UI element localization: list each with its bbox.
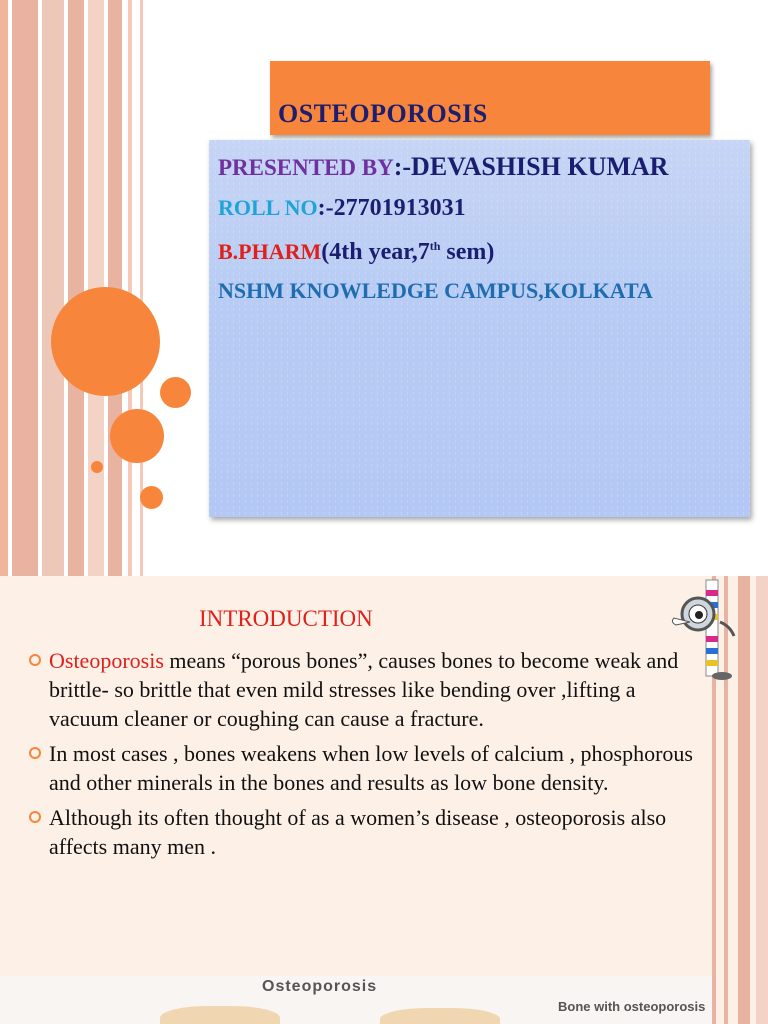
list-item (28, 803, 708, 861)
figure-label: Bone with osteoporosis (558, 999, 706, 1014)
program-detail-suffix: sem) (440, 239, 495, 265)
bullet-ring-icon (29, 811, 41, 823)
bullet-list (28, 646, 708, 867)
decor-circle (140, 486, 163, 509)
decor-circle (91, 461, 103, 473)
roll-label: ROLL NO (218, 195, 318, 220)
bone-illustration (380, 1008, 500, 1024)
list-item (28, 646, 708, 733)
program-detail-prefix: (4th year,7 (321, 239, 430, 265)
list-item (28, 739, 708, 797)
program-label: B.PHARM (218, 239, 322, 264)
decor-circle (160, 377, 191, 408)
campus-line: NSHM KNOWLEDGE CAMPUS,KOLKATA (218, 278, 653, 303)
presenter-name: :-DEVASHISH KUMAR (393, 152, 669, 181)
osteoporosis-figure (0, 976, 712, 1024)
slide-title: OSTEOPOROSIS (278, 99, 488, 128)
decor-stripe (68, 0, 84, 576)
bone-illustration (160, 1006, 280, 1024)
decor-stripe (0, 0, 8, 576)
program-detail-sup: th (429, 239, 441, 253)
bullet-ring-icon (29, 654, 41, 666)
bullet-text: Although its often thought of as a women’s disease , osteoporosis also affects many men . (49, 805, 667, 859)
introduction-slide (0, 576, 768, 1024)
highlight-term: Osteoporosis (49, 648, 164, 673)
decor-circle-large (51, 287, 160, 396)
bullet-ring-icon (29, 747, 41, 759)
decor-stripe (42, 0, 64, 576)
decor-circle (110, 409, 164, 463)
section-heading: INTRODUCTION (199, 606, 373, 631)
program-line (218, 239, 494, 266)
bullet-text: In most cases , bones weakens when low levels of calcium , phosphorous and other minerals in the bones and results as low bone density. (49, 741, 693, 795)
decor-stripe (128, 0, 132, 576)
presenter-line (218, 152, 668, 182)
bullet-text: means “porous bones”, causes bones to become weak and brittle- so brittle that even mild stresses like bending over ,lifting a vacuum cleaner or coughing can cause a fracture. (49, 648, 679, 731)
presenter-info-box (209, 140, 750, 517)
title-banner (270, 61, 710, 135)
decor-stripe (12, 0, 38, 576)
decor-stripe (756, 576, 768, 1024)
roll-value: :-27701913031 (317, 195, 466, 221)
roll-line (218, 195, 466, 222)
figure-title: Osteoporosis (262, 978, 378, 995)
presented-by-label: PRESENTED BY (218, 155, 394, 180)
